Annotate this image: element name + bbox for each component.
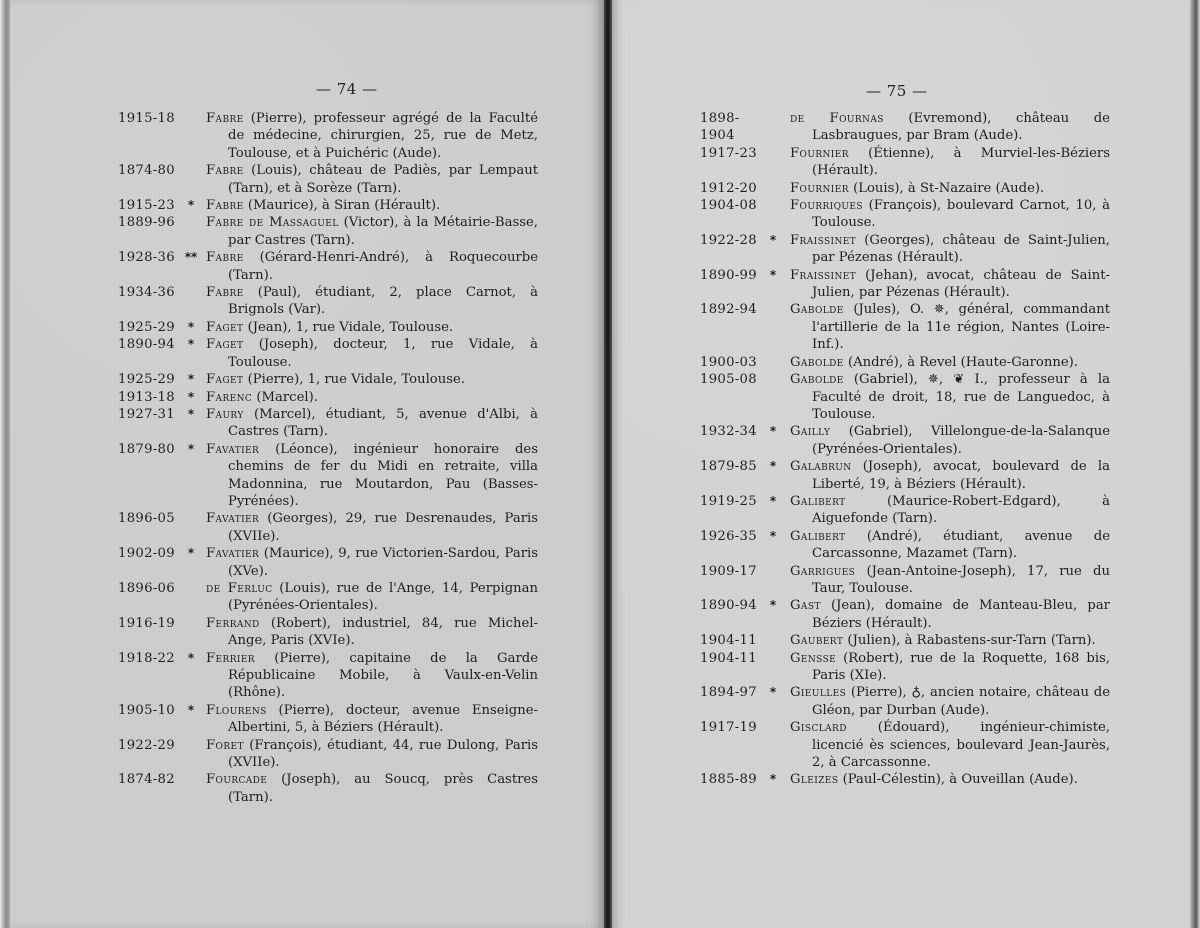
entry-surname: Faget [206, 319, 244, 335]
entry-years: 1874-80 [118, 163, 175, 179]
book-left-edge [0, 0, 10, 928]
entry-details: (Louis), à St-Nazaire (Aude). [848, 180, 1045, 196]
entry-asterisk-mark: * [769, 424, 777, 439]
entry-details: (André), à Revel (Haute-Garonne). [843, 354, 1078, 370]
entry-surname: Favatier [206, 511, 260, 527]
book-gutter [604, 0, 612, 928]
entry-surname: Foret [206, 737, 244, 753]
entry-asterisk-mark: * [187, 702, 195, 717]
entry-years: 1915-23 [118, 198, 175, 214]
entry-details: (Pierre), ♁, ancien notaire, château de Gléon, par Durban (Aude). [812, 685, 1110, 718]
entry-years: 1890-94 [118, 337, 175, 353]
entry-details: (Paul), étudiant, 2, place Carnot, à Brignols (Var). [228, 285, 538, 318]
entry-text [790, 684, 1110, 719]
entry-details: (Joseph), avocat, boulevard de la Liberté, 19, à Béziers (Hérault). [812, 459, 1110, 492]
entry-text [206, 615, 538, 650]
entry-text [206, 510, 538, 545]
entry-years: 1909-17 [700, 563, 757, 579]
entry-details: (François), boulevard Carnot, 10, à Toulouse. [812, 198, 1110, 231]
entry-years: 1915-18 [118, 111, 175, 126]
entry-details: (Gabriel), Villelongue-de-la-Salanque (Pyrénées-Orientales). [812, 424, 1110, 457]
page-number: — 74 — [316, 80, 378, 98]
entry-surname: Gabolde [790, 302, 844, 318]
entry-text [790, 458, 1110, 493]
entry-details: (Jean-Antoine-Joseph), 17, rue du Taur, Toulouse. [812, 563, 1110, 596]
entry-details: (Jules), O. ✵, général, commandant l'artillerie de la 11e région, Nantes (Loire-Inf.). [812, 302, 1110, 353]
entry-years: 1892-94 [700, 302, 757, 318]
directory-entry [118, 545, 538, 580]
directory-entry [118, 702, 538, 737]
entry-surname: Favatier [206, 441, 260, 457]
entry-years: 1885-89 [700, 772, 757, 788]
entry-surname: Farenc [206, 389, 253, 405]
entry-surname: Fabre [206, 163, 244, 179]
entry-surname: Fourcade [206, 772, 268, 788]
directory-entry [700, 145, 1110, 180]
directory-entry [700, 458, 1110, 493]
entry-surname: Gailly [790, 424, 831, 440]
entry-text [790, 650, 1110, 685]
directory-entry [700, 423, 1110, 458]
directory-entry [118, 214, 538, 249]
entry-surname: Gaubert [790, 633, 844, 649]
entry-years: 1890-94 [700, 598, 757, 614]
entry-surname: Gensse [790, 650, 837, 666]
entry-years: 1913-18 [118, 389, 175, 405]
entry-asterisk-mark: * [187, 198, 195, 213]
entry-surname: Fournier [790, 145, 849, 161]
entry-asterisk-mark: * [187, 406, 195, 421]
entry-years: 1904-08 [700, 198, 757, 214]
directory-entry [118, 319, 538, 336]
entry-surname: Fraissinet [790, 267, 857, 283]
entry-details: (Édouard), ingénieur-chimiste, licencié ès sciences, boulevard Jean-Jaurès, 2, à Carcassonne. [812, 720, 1110, 771]
entry-text [206, 197, 538, 214]
entry-years: 1874-82 [118, 772, 175, 788]
entry-details: (Jean), 1, rue Vidale, Toulouse. [243, 319, 454, 335]
entry-years: 1919-25 [700, 493, 757, 509]
entry-asterisk-mark: * [187, 650, 195, 665]
directory-entry [118, 510, 538, 545]
entry-details: (Maurice), à Siran (Hérault). [243, 198, 441, 214]
directory-entry [118, 110, 538, 162]
entry-details: (Georges), château de Saint-Julien, par Pézenas (Hérault). [812, 232, 1110, 266]
entry-details: (Gabriel), ✵, ❦ I., professeur à la Faculté de droit, 18, rue de Languedoc, à Toulouse. [812, 372, 1110, 422]
directory-entry [118, 771, 538, 806]
directory-entry [700, 301, 1110, 353]
entry-details: (Victor), à la Métairie-Basse, par Castres (Tarn). [228, 215, 538, 248]
entry-details: (Georges), 29, rue Desrenaudes, Paris (XVIIe). [228, 511, 538, 544]
entry-text [206, 702, 538, 737]
directory-entry [700, 632, 1110, 649]
entry-surname: Faget [206, 337, 244, 353]
directory-entry [118, 389, 538, 406]
entry-asterisk-mark: * [769, 493, 777, 508]
entry-years: 1890-99 [700, 267, 757, 283]
entry-text [206, 162, 538, 197]
entry-text [790, 423, 1110, 458]
entry-text [790, 145, 1110, 180]
entry-years: 1927-31 [118, 406, 175, 422]
entry-years: 1894-97 [700, 685, 757, 701]
entry-years: 1928-36 [118, 250, 175, 266]
entry-surname: Flourens [206, 702, 267, 718]
entry-surname: Fournier [790, 180, 849, 196]
entry-details: (Louis), château de Padiès, par Lempaut (Tarn), et à Sorèze (Tarn). [228, 163, 538, 196]
entry-text [790, 232, 1110, 267]
entry-details: (Paul-Célestin), à Ouveillan (Aude). [838, 772, 1078, 788]
entry-text [206, 441, 538, 511]
entry-years: 1896-06 [118, 580, 175, 596]
entry-years: 1889-96 [118, 215, 175, 231]
entry-years: 1925-29 [118, 372, 175, 388]
directory-entry [118, 580, 538, 615]
directory-entry [118, 162, 538, 197]
entry-details: (Pierre), professeur agrégé de la Faculté de médecine, chirurgien, 25, rue de Metz, Toulouse, et à Puichéric (Aude). [228, 111, 538, 161]
entry-asterisk-mark: * [769, 685, 777, 700]
entry-details: (Jehan), avocat, château de Saint-Julien, par Pézenas (Hérault). [812, 267, 1110, 301]
entry-asterisk-mark: * [187, 441, 195, 456]
entry-text [790, 771, 1110, 788]
entry-text [790, 632, 1110, 649]
directory-entry [700, 371, 1110, 423]
entry-years: 1879-85 [700, 459, 757, 475]
entry-list [118, 110, 538, 806]
entry-text [790, 301, 1110, 353]
directory-entry [700, 719, 1110, 771]
entry-years: 1916-19 [118, 615, 175, 631]
directory-entry [118, 406, 538, 441]
entry-asterisk-mark: * [187, 372, 195, 387]
entry-years: 1926-35 [700, 528, 757, 544]
directory-entry [700, 232, 1110, 267]
directory-entry [118, 737, 538, 772]
directory-entry [118, 650, 538, 702]
entry-asterisk-mark: * [187, 389, 195, 404]
entry-years: 1922-28 [700, 232, 757, 248]
directory-entry [700, 650, 1110, 685]
entry-text [206, 249, 538, 284]
entry-surname: Gisclard [790, 720, 847, 736]
directory-entry [118, 615, 538, 650]
entry-text [790, 597, 1110, 632]
directory-entry [118, 441, 538, 511]
entry-years: 1904-11 [700, 633, 757, 649]
entry-surname: Fabre [206, 250, 244, 266]
entry-asterisk-mark: * [769, 459, 777, 474]
entry-text [206, 580, 538, 615]
entry-text [790, 197, 1110, 232]
entry-asterisk-mark: ** [184, 250, 198, 265]
right-page [612, 0, 1190, 928]
directory-entry [700, 197, 1110, 232]
directory-entry [700, 354, 1110, 371]
entry-asterisk-mark: * [769, 528, 777, 543]
entry-surname: Gieulles [790, 685, 847, 701]
entry-text [206, 110, 538, 162]
entry-text [790, 267, 1110, 302]
entry-details: (Léonce), ingénieur honoraire des chemins de fer du Midi en retraite, villa Madonnina, rue Moutardon, Pau (Basses-Pyrénées). [228, 441, 538, 509]
entry-text [206, 389, 538, 406]
entry-text [206, 771, 538, 806]
directory-entry [118, 336, 538, 371]
entry-text [206, 406, 538, 441]
entry-text [206, 371, 538, 388]
entry-surname: Favatier [206, 546, 260, 562]
entry-surname: Fabre [206, 198, 244, 214]
entry-years: 1917-23 [700, 145, 757, 161]
entry-years: 1905-08 [700, 372, 757, 388]
entry-text [206, 336, 538, 371]
entry-text [206, 214, 538, 249]
entry-surname: Fabre [206, 285, 244, 301]
entry-details: (André), étudiant, avenue de Carcassonne, Mazamet (Tarn). [812, 528, 1110, 562]
entry-text [790, 180, 1110, 197]
entry-years: 1900-03 [700, 354, 757, 370]
entry-years: 1898-1904 [700, 111, 740, 144]
entry-text [790, 371, 1110, 423]
directory-entry [118, 284, 538, 319]
entry-surname: Galabrun [790, 459, 852, 475]
entry-text [790, 528, 1110, 563]
entry-years: 1917-19 [700, 720, 757, 736]
entry-surname: Galibert [790, 493, 846, 509]
entry-years: 1904-11 [700, 650, 757, 666]
entry-details: (Louis), rue de l'Ange, 14, Perpignan (Pyrénées-Orientales). [228, 580, 538, 614]
entry-surname: Garrigues [790, 563, 856, 579]
directory-entry [700, 180, 1110, 197]
entry-years: 1902-09 [118, 546, 175, 562]
entry-surname: Gabolde [790, 372, 844, 388]
directory-entry [700, 267, 1110, 302]
entry-surname: de Fournas [790, 111, 884, 126]
entry-list [700, 110, 1110, 789]
entry-asterisk-mark: * [187, 337, 195, 352]
entry-details: (Maurice-Robert-Edgard), à Aiguefonde (Tarn). [812, 493, 1110, 527]
entry-asterisk-mark: * [769, 598, 777, 613]
entry-details: (Joseph), au Soucq, près Castres (Tarn). [228, 772, 538, 805]
entry-text [206, 545, 538, 580]
entry-details: (Pierre), docteur, avenue Enseigne-Albertini, 5, à Béziers (Hérault). [228, 702, 538, 736]
entry-surname: Fabre [206, 111, 244, 126]
entry-details: (Robert), industriel, 84, rue Michel-Ange, Paris (XVIe). [228, 615, 538, 649]
directory-entry [700, 528, 1110, 563]
directory-entry [700, 684, 1110, 719]
directory-entry [700, 771, 1110, 788]
entry-text [206, 284, 538, 319]
entry-asterisk-mark: * [187, 546, 195, 561]
entry-surname: Gleizes [790, 772, 839, 788]
entry-years: 1905-10 [118, 702, 175, 718]
entry-text [206, 650, 538, 702]
entry-details: (Evremond), château de Lasbraugues, par Bram (Aude). [812, 111, 1110, 144]
directory-entry [700, 597, 1110, 632]
directory-entry [700, 493, 1110, 528]
entry-surname: Fabre de Massaguel [206, 215, 339, 231]
entry-asterisk-mark: * [187, 319, 195, 334]
entry-details: (Joseph), docteur, 1, rue Vidale, à Toulouse. [228, 337, 538, 370]
directory-entry [118, 197, 538, 214]
entry-text [790, 493, 1110, 528]
directory-entry [118, 249, 538, 284]
entry-asterisk-mark: * [769, 267, 777, 282]
entry-surname: Fraissinet [790, 232, 857, 248]
entry-text [790, 110, 1110, 145]
entry-surname: Fourriques [790, 198, 863, 214]
entry-years: 1896-05 [118, 511, 175, 527]
entry-surname: Ferrier [206, 650, 255, 666]
entry-details: (Maurice), 9, rue Victorien-Sardou, Paris (XVe). [228, 546, 538, 579]
entry-details: (Gérard-Henri-André), à Roquecourbe (Tarn). [228, 250, 538, 283]
entry-details: (Pierre), capitaine de la Garde Républicaine Mobile, à Vaulx-en-Velin (Rhône). [228, 650, 538, 701]
entry-surname: Gast [790, 598, 821, 614]
entry-details: (Pierre), 1, rue Vidale, Toulouse. [243, 372, 466, 388]
entry-years: 1879-80 [118, 441, 175, 457]
entry-text [790, 563, 1110, 598]
entry-details: (Marcel). [252, 389, 318, 405]
entry-years: 1934-36 [118, 285, 175, 301]
entry-details: (Étienne), à Murviel-les-Béziers (Hérault). [812, 145, 1110, 179]
page-number: — 75 — [866, 82, 928, 100]
entry-surname: Ferrand [206, 615, 260, 631]
book-right-edge [1190, 0, 1200, 928]
entry-years: 1932-34 [700, 424, 757, 440]
entry-text [206, 737, 538, 772]
entry-surname: de Ferluc [206, 580, 273, 596]
entry-text [790, 354, 1110, 371]
entry-asterisk-mark: * [769, 772, 777, 787]
entry-details: (Marcel), étudiant, 5, avenue d'Albi, à Castres (Tarn). [228, 406, 538, 440]
entry-years: 1918-22 [118, 650, 175, 666]
entry-details: (Jean), domaine de Manteau-Bleu, par Béziers (Hérault). [812, 598, 1110, 631]
entry-details: (Julien), à Rabastens-sur-Tarn (Tarn). [843, 633, 1096, 649]
entry-asterisk-mark: * [769, 232, 777, 247]
entry-surname: Galibert [790, 528, 846, 544]
entry-text [790, 719, 1110, 771]
entry-details: (Robert), rue de la Roquette, 168 bis, Paris (XIe). [812, 650, 1110, 683]
left-page [10, 0, 606, 928]
entry-surname: Gabolde [790, 354, 844, 370]
directory-entry [700, 563, 1110, 598]
directory-entry [700, 110, 1110, 145]
entry-surname: Faget [206, 372, 244, 388]
entry-text [206, 319, 538, 336]
entry-details: (François), étudiant, 44, rue Dulong, Paris (XVIIe). [228, 737, 538, 771]
entry-surname: Faury [206, 406, 244, 422]
entry-years: 1925-29 [118, 319, 175, 335]
entry-years: 1922-29 [118, 737, 175, 753]
entry-years: 1912-20 [700, 180, 757, 196]
directory-entry [118, 371, 538, 388]
